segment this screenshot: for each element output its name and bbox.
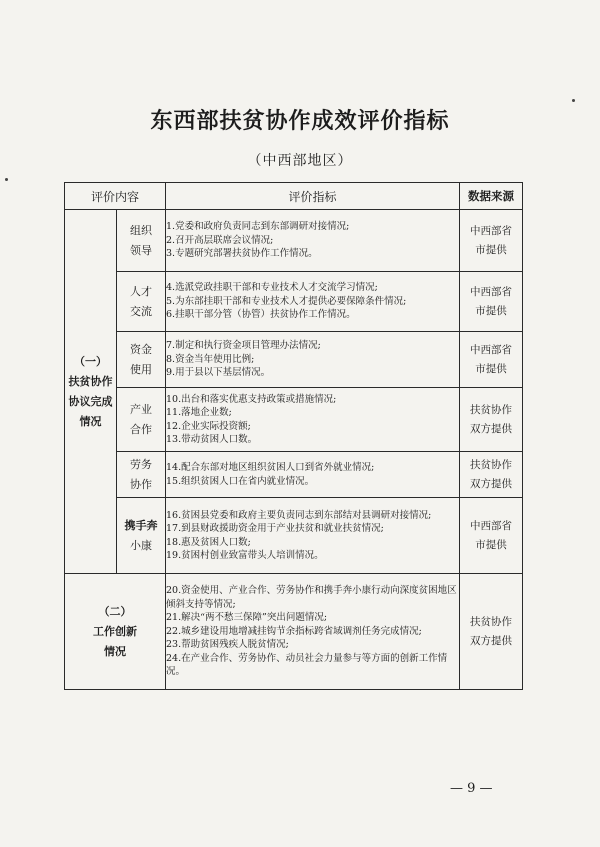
indicator-item: 6.挂职干部分管（协管）扶贫协作工作情况。 (166, 309, 356, 321)
indicator-item: 23.帮助贫困残疾人脱贫情况; (166, 639, 289, 651)
indicator-list (166, 574, 460, 690)
indicator-item: 14.配合东部对地区组织贫困人口到省外就业情况; (166, 462, 375, 473)
indicator-item: 4.选派党政挂职干部和专业技术人才交流学习情况; (166, 282, 378, 294)
table-row (65, 498, 523, 574)
indicator-item: 21.解决“两不愁三保障”突出问题情况; (166, 612, 328, 624)
indicator-item: 1.党委和政府负责同志到东部调研对接情况; (166, 221, 350, 233)
table-row (65, 272, 523, 332)
indicator-item: 19.贫困村创业致富带头人培训情况。 (166, 550, 324, 561)
indicator-item: 17.到县财政援助资金用于产业扶贫和就业扶贫情况; (166, 523, 384, 534)
header-content: 评价内容 (65, 183, 166, 210)
data-source: 中西部省 市提供 (460, 210, 523, 272)
margin-dot (572, 99, 575, 102)
indicator-item: 2.召开高层联席会议情况; (166, 234, 274, 246)
table-row (65, 388, 523, 452)
indicator-list (166, 498, 460, 574)
page-title: 东西部扶贫协作成效评价指标 (150, 108, 450, 134)
data-source: 中西部省 市提供 (460, 272, 523, 332)
section-2-label: （二） 工作创新 情况 (65, 574, 166, 690)
indicator-list (166, 210, 460, 272)
page-subtitle: （中西部地区） (247, 153, 353, 169)
indicator-item: 8.资金当年使用比例; (166, 353, 255, 365)
group-label: 携手奔 小康 (117, 498, 166, 574)
indicator-list (166, 388, 460, 452)
group-label: 资金 使用 (117, 332, 166, 388)
table-row (65, 574, 523, 690)
indicator-item: 11.落地企业数; (166, 407, 232, 418)
evaluation-table (64, 182, 523, 690)
indicator-item: 7.制定和执行资金项目管理办法情况; (166, 340, 321, 352)
group-label: 组织 领导 (117, 210, 166, 272)
data-source: 扶贫协作 双方提供 (460, 452, 523, 498)
indicator-item: 24.在产业合作、劳务协作、动员社会力量参与等方面的创新工作情况。 (166, 652, 448, 678)
indicator-item: 15.组织贫困人口在省内就业情况。 (166, 475, 315, 487)
indicator-item: 5.为东部挂职干部和专业技术人才提供必要保障条件情况; (166, 295, 407, 307)
indicator-item: 9.用于县以下基层情况。 (166, 367, 271, 379)
indicator-item: 22.城乡建设用地增减挂钩节余指标跨省域调剂任务完成情况; (166, 625, 422, 637)
section-1-label: （一） 扶贫协作 协议完成 情况 (65, 210, 117, 574)
indicator-item: 18.惠及贫困人口数; (166, 536, 251, 548)
indicator-list (166, 332, 460, 388)
group-label: 劳务 协作 (117, 452, 166, 498)
indicator-list (166, 272, 460, 332)
header-indicator: 评价指标 (166, 183, 460, 210)
header-source: 数据来源 (460, 183, 523, 210)
data-source: 中西部省 市提供 (460, 498, 523, 574)
group-label: 人才 交流 (117, 272, 166, 332)
indicator-item: 10.出台和落实优惠支持政策或措施情况; (166, 393, 337, 405)
page-number: — 9 — (450, 781, 493, 796)
margin-dot (5, 178, 8, 181)
table-header-row (65, 183, 523, 210)
table-row (65, 452, 523, 498)
table-row (65, 332, 523, 388)
data-source: 中西部省 市提供 (460, 332, 523, 388)
indicator-item: 12.企业实际投资额; (166, 420, 251, 432)
indicator-list (166, 452, 460, 498)
data-source: 扶贫协作 双方提供 (460, 574, 523, 690)
indicator-item: 20.资金使用、产业合作、劳务协作和携手奔小康行动向深度贫困地区倾斜支持等情况; (166, 585, 457, 610)
group-label: 产业 合作 (117, 388, 166, 452)
data-source: 扶贫协作 双方提供 (460, 388, 523, 452)
indicator-item: 16.贫困县党委和政府主要负责同志到东部结对县调研对接情况; (166, 509, 432, 521)
table-row (65, 210, 523, 272)
indicator-item: 3.专题研究部署扶贫协作工作情况。 (166, 248, 318, 260)
indicator-item: 13.带动贫困人口数。 (166, 434, 258, 445)
